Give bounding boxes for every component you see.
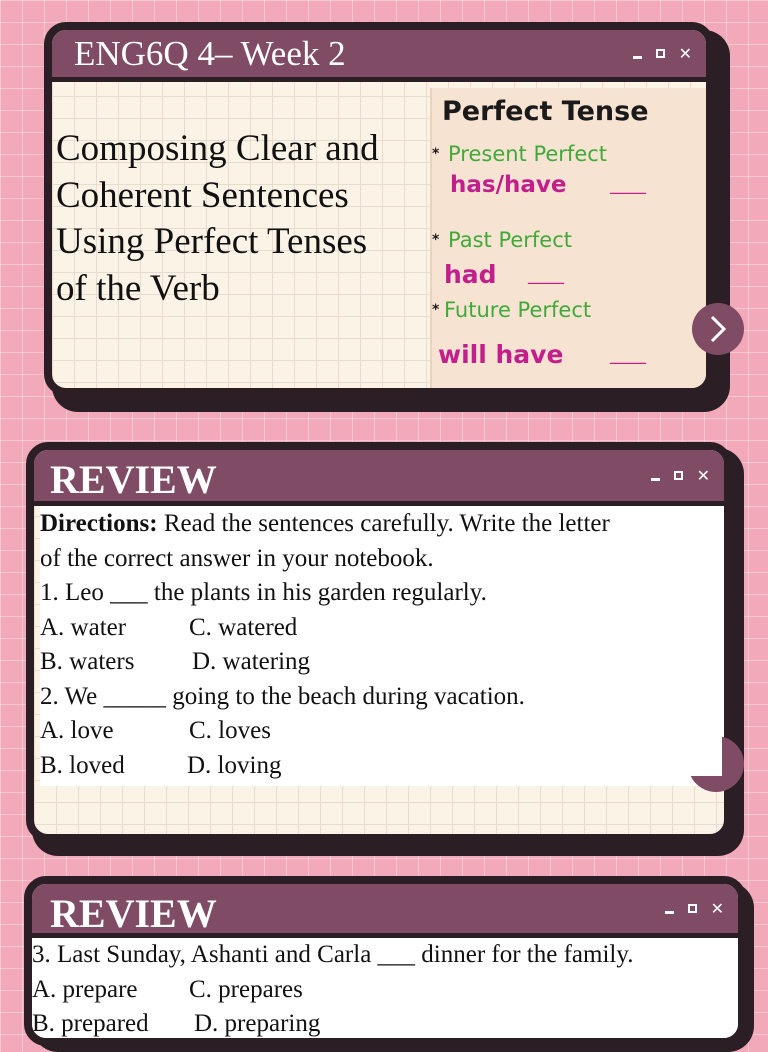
directions-text: of the correct answer in your notebook.	[40, 544, 434, 572]
options-row	[32, 1007, 746, 1042]
options-row	[40, 749, 726, 784]
close-icon[interactable]: ✕	[696, 465, 710, 485]
window-controls	[665, 898, 724, 918]
chart-blank: ____	[528, 264, 564, 285]
question-3: 3. Last Sunday, Ashanti and Carla ___ dinner for the family.	[32, 941, 634, 968]
chart-past-form: had	[444, 260, 497, 289]
chart-future-label: Future Perfect	[444, 298, 592, 322]
question-panel	[32, 938, 746, 1046]
directions-text: Read the sentences carefully. Write the letter	[157, 510, 610, 537]
chevron-right-icon	[708, 314, 728, 344]
heading-line: Coherent Sentences	[56, 174, 349, 216]
window-titlebar	[32, 884, 738, 938]
maximize-icon[interactable]	[656, 49, 665, 58]
option-a[interactable]: A. love	[40, 717, 114, 744]
minimize-icon[interactable]	[633, 56, 642, 59]
option-b[interactable]: B. loved	[40, 751, 125, 779]
directions	[40, 507, 726, 542]
option-b[interactable]: B. prepared	[32, 1010, 149, 1037]
options-row	[40, 611, 726, 646]
window-titlebar	[34, 450, 724, 506]
option-d[interactable]: D. preparing	[194, 1010, 321, 1037]
star-icon: *	[432, 302, 440, 318]
window-controls	[633, 43, 692, 63]
maximize-icon[interactable]	[674, 471, 683, 480]
options-row	[32, 973, 746, 1008]
question-1: 1. Leo ___ the plants in his garden regularly.	[40, 579, 487, 606]
chart-future-form: will have	[438, 340, 564, 369]
window-title: REVIEW	[50, 457, 217, 502]
option-b[interactable]: B. waters	[40, 648, 135, 675]
chart-past-label: Past Perfect	[448, 228, 573, 252]
chart-blank: ____	[610, 174, 646, 195]
directions-label: Directions:	[40, 510, 158, 537]
perfect-tense-chart-image	[430, 88, 710, 390]
chart-title: Perfect Tense	[442, 96, 649, 127]
option-a[interactable]: A. water	[40, 613, 127, 641]
window-titlebar	[52, 30, 706, 82]
options-row	[40, 645, 726, 680]
question-2: 2. We _____ going to the beach during vacation.	[40, 682, 525, 710]
heading-line: Composing Clear and	[56, 128, 379, 169]
option-c[interactable]: C. watered	[189, 613, 298, 641]
option-d[interactable]: D. watering	[192, 648, 311, 675]
star-icon: *	[432, 146, 440, 162]
chart-present-label: Present Perfect	[448, 142, 608, 166]
options-row	[40, 714, 726, 749]
window-controls	[651, 465, 710, 485]
minimize-icon[interactable]	[651, 478, 660, 481]
review-window	[24, 876, 746, 1046]
minimize-icon[interactable]	[665, 911, 674, 914]
chart-present-form: has/have	[450, 172, 567, 198]
next-slide-button[interactable]	[692, 303, 744, 355]
heading-line: Using Perfect Tenses	[56, 221, 368, 262]
lesson-heading	[56, 126, 379, 312]
heading-line: of the Verb	[56, 267, 220, 309]
star-icon: *	[432, 232, 440, 248]
review-window	[26, 442, 732, 842]
chart-blank: ____	[610, 344, 646, 365]
question-panel-overlap	[688, 736, 722, 776]
close-icon[interactable]: ✕	[710, 898, 724, 918]
option-c[interactable]: C. prepares	[189, 975, 303, 1003]
option-a[interactable]: A. prepare	[32, 975, 138, 1003]
window-title: REVIEW	[50, 891, 217, 936]
question-panel	[40, 506, 726, 786]
maximize-icon[interactable]	[688, 904, 697, 913]
window-title: ENG6Q 4– Week 2	[74, 34, 346, 73]
option-d[interactable]: D. loving	[187, 751, 282, 779]
option-c[interactable]: C. loves	[189, 717, 271, 744]
title-window	[44, 22, 714, 396]
close-icon[interactable]: ✕	[678, 43, 692, 63]
